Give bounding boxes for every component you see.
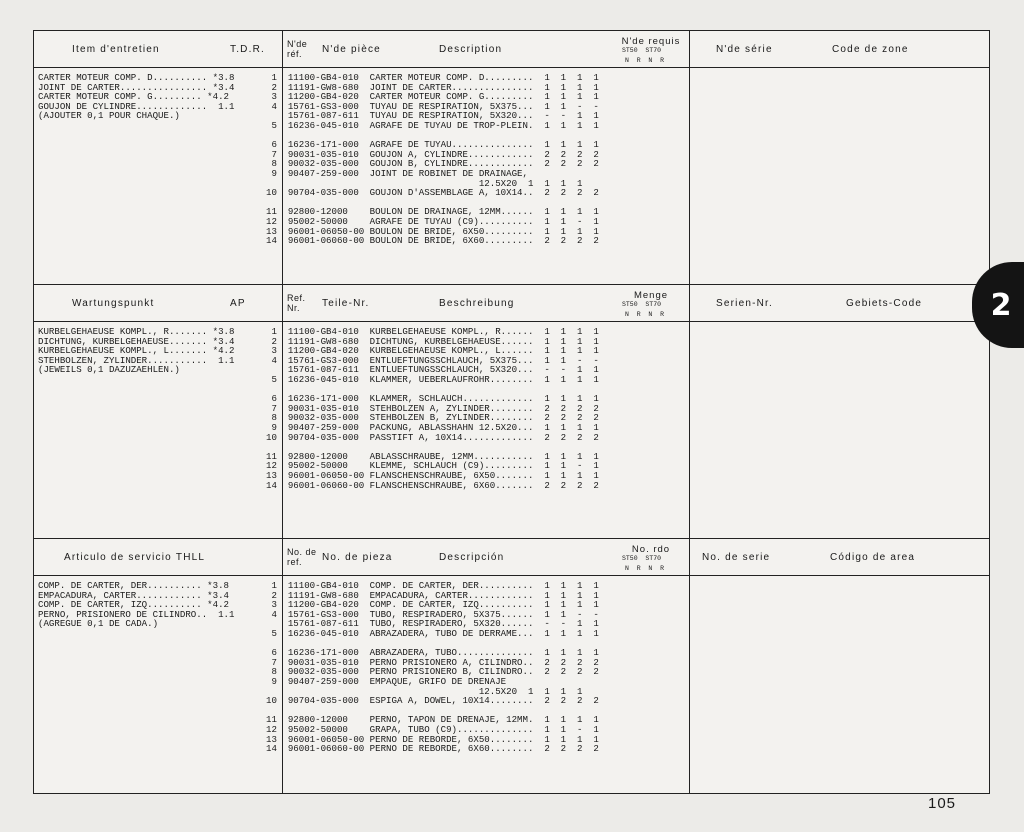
header-part-number: No. de pieza (322, 551, 393, 563)
header-area-code: Code de zone (832, 43, 909, 55)
chapter-tab: 2 (972, 262, 1024, 348)
header-area-code: Gebiets-Code (846, 297, 923, 309)
service-item-list: CARTER MOTEUR COMP. D.......... *3.8 JOINT DE CARTER................ *3.4 CARTER MOTEUR COMP. G......... *4.2 GOUJON DE CYLINDRE............. 1.1 (AJOUTER 0,1 POUR CHAQUE.) (38, 72, 235, 122)
section-header (34, 539, 989, 576)
header-description: Beschreibung (439, 297, 515, 309)
header-tdr: T.D.R. (230, 43, 265, 55)
header-nr: N R N R (625, 311, 665, 318)
header-serial: N'de série (716, 43, 773, 55)
header-models: ST50 ST70 (622, 301, 662, 308)
header-required: Menge (633, 290, 669, 301)
header-required: N'de requis (621, 36, 681, 47)
section-spanish (34, 539, 989, 793)
section-header (34, 31, 989, 68)
header-ref: N'de réf. (287, 39, 308, 59)
service-item-list: KURBELGEHAEUSE KOMPL., R....... *3.8 DICHTUNG, KURBELGEHAEUSE....... *3.4 KURBELGEHAEUSE KOMPL., L....... *4.2 STEHBOLZEN, ZYLINDER........... 1.1 (JEWEILS 0,1 DAZUZAEHLEN.) (38, 326, 235, 376)
section-header (34, 285, 989, 322)
header-part-number: N'de pièce (322, 43, 381, 55)
parts-list: 1 11100-GB4-010 COMP. DE CARTER, DER.......... 1 1 1 1 2 11191-GW8-680 EMPACADURA, CARTER............ 1 1 1 1 3 11200-GB4-020 COMP. DE CARTER, IZQ.......... 1 1 1 1 4 15761-GS3-000 TUBO, RESPIRADERO, 5X375...... 1 1 - - 15761-087-611 TUBO, RESPIRADERO, 5X320...... - - 1 1 5 16236-045-010 ABRAZADERA, TUBO DE DERRAME... 1 1 1 1 6 16236-171-000 ABRAZADERA, TUBO.............. 1 1 1 1 7 90031-035-010 PERNO PRISIONERO A, CILINDRO.. 2 2 2 2 8 90032-035-000 PERNO PRISIONERO B, CILINDRO.. 2 2 2 2 9 90407-259-000 EMPAQUE, GRIFO DE DRENAJE 12.5X20 1 1 1 1 10 90704-035-000 ESPIGA A, DOWEL, 10X14........ 2 2 2 2 11 92800-12000 PERNO, TAPON DE DRENAJE, 12MM. 1 1 1 1 12 95002-50000 GRAPA, TUBO (C9).............. 1 1 - 1 13 96001-06050-00 PERNO DE REBORDE, 6X50........ 1 1 1 1 14 96001-06060-00 PERNO DE REBORDE, 6X60........ 2 2 2 2 (266, 580, 599, 755)
header-ref: No. de ref. (287, 547, 317, 567)
service-item-list: COMP. DE CARTER, DER.......... *3.8 EMPACADURA, CARTER............ *3.4 COMP. DE CARTER, IZQ.......... *4.2 PERNO, PRISIONERO DE CILINDRO.. 1.1 (AGREGUE 0,1 DE CADA.) (38, 580, 235, 630)
header-required: No. rdo (631, 544, 671, 555)
header-area-code: Código de area (830, 551, 916, 563)
parts-list: 1 11100-GB4-010 CARTER MOTEUR COMP. D......... 1 1 1 1 2 11191-GW8-680 JOINT DE CARTER............... 1 1 1 1 3 11200-GB4-020 CARTER MOTEUR COMP. G......... 1 1 1 1 4 15761-GS3-000 TUYAU DE RESPIRATION, 5X375... 1 1 - - 15761-087-611 TUYAU DE RESPIRATION, 5X320... - - 1 1 5 16236-045-010 AGRAFE DE TUYAU DE TROP-PLEIN. 1 1 1 1 6 16236-171-000 AGRAFE DE TUYAU............... 1 1 1 1 7 90031-035-010 GOUJON A, CYLINDRE............ 2 2 2 2 8 90032-035-000 GOUJON B, CYLINDRE............ 2 2 2 2 9 90407-259-000 JOINT DE ROBINET DE DRAINAGE, 12.5X20 1 1 1 1 10 90704-035-000 GOUJON D'ASSEMBLAGE A, 10X14.. 2 2 2 2 11 92800-12000 BOULON DE DRAINAGE, 12MM...... 1 1 1 1 12 95002-50000 AGRAFE DE TUYAU (C9).......... 1 1 - 1 13 96001-06050-00 BOULON DE BRIDE, 6X50......... 1 1 1 1 14 96001-06060-00 BOULON DE BRIDE, 6X60......... 2 2 2 2 (266, 72, 599, 247)
header-ref: Ref. Nr. (287, 293, 306, 313)
section-french (34, 31, 989, 285)
section-german (34, 285, 989, 539)
header-models: ST50 ST70 (622, 555, 662, 562)
header-part-number: Teile-Nr. (322, 297, 370, 309)
parts-list: 1 11100-GB4-010 KURBELGEHAEUSE KOMPL., R...... 1 1 1 1 2 11191-GW8-680 DICHTUNG, KURBELGEHAEUSE...... 1 1 1 1 3 11200-GB4-020 KURBELGEHAEUSE KOMPL., L...... 1 1 1 1 4 15761-GS3-000 ENTLUEFTUNGSSCHLAUCH, 5X375... 1 1 - - 15761-087-611 ENTLUEFTUNGSSCHLAUCH, 5X320... - - 1 1 5 16236-045-010 KLAMMER, UEBERLAUFROHR........ 1 1 1 1 6 16236-171-000 KLAMMER, SCHLAUCH............. 1 1 1 1 7 90031-035-010 STEHBOLZEN A, ZYLINDER........ 2 2 2 2 8 90032-035-000 STEHBOLZEN B, ZYLINDER........ 2 2 2 2 9 90407-259-000 PACKUNG, ABLASSHAHN 12.5X20... 1 1 1 1 10 90704-035-000 PASSTIFT A, 10X14............. 2 2 2 2 11 92800-12000 ABLASSCHRAUBE, 12MM........... 1 1 1 1 12 95002-50000 KLEMME, SCHLAUCH (C9)......... 1 1 - 1 13 96001-06050-00 FLANSCHENSCHRAUBE, 6X50....... 1 1 1 1 14 96001-06060-00 FLANSCHENSCHRAUBE, 6X60....... 2 2 2 2 (266, 326, 599, 491)
header-tdr: AP (230, 297, 246, 309)
header-nr: N R N R (625, 565, 665, 572)
page-number: 105 (928, 795, 957, 812)
header-description: Descripción (439, 551, 505, 563)
header-service-item: Wartungspunkt (72, 297, 155, 309)
parts-table-frame (33, 30, 990, 794)
header-serial: Serien-Nr. (716, 297, 774, 309)
header-description: Description (439, 43, 503, 55)
header-serial: No. de serie (702, 551, 771, 563)
header-service-item: Item d'entretien (72, 43, 160, 55)
header-service-item: Articulo de servicio THLL (64, 551, 206, 563)
header-nr: N R N R (625, 57, 665, 64)
header-models: ST50 ST70 (622, 47, 662, 54)
